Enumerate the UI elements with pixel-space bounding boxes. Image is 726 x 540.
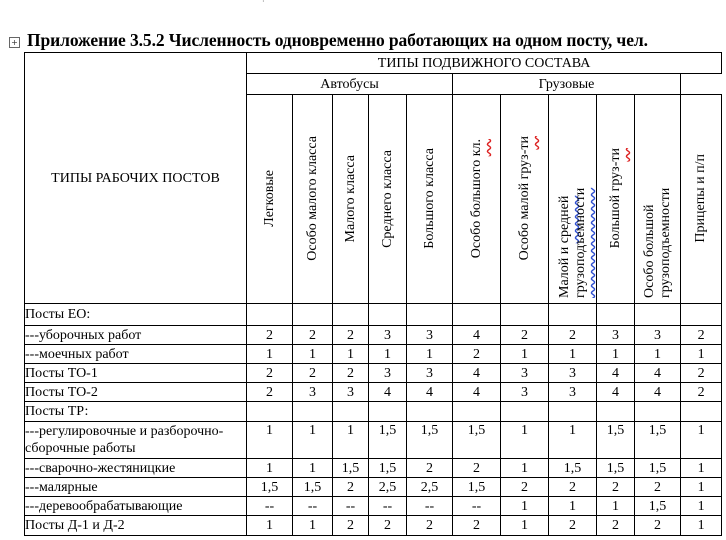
value-cell: -- [369, 497, 407, 516]
value-cell: 1 [407, 345, 453, 364]
col-header-bus-xl-a: Особо большого [468, 156, 484, 259]
value-cell: 2 [407, 516, 453, 536]
value-cell: 1,5 [247, 478, 293, 497]
value-cell: 2 [247, 326, 293, 345]
value-cell: 2 [293, 326, 333, 345]
value-cell: 1 [681, 516, 722, 536]
col-header-truck-l [597, 95, 635, 304]
value-cell: 2 [247, 364, 293, 383]
row-label: ---малярные [25, 478, 247, 497]
row-label: Посты ТО-2 [25, 383, 247, 402]
value-cell: -- [407, 497, 453, 516]
value-cell [681, 304, 722, 326]
value-cell: 2 [247, 383, 293, 402]
table-row [25, 345, 722, 364]
col-header-car-text: Легковые [261, 170, 277, 227]
value-cell: 1 [247, 345, 293, 364]
value-cell [247, 304, 293, 326]
value-cell: 4 [597, 383, 635, 402]
col-header-bus-s-text: Малого класса [342, 154, 358, 243]
value-cell: 1,5 [453, 478, 501, 497]
value-cell: 2 [407, 459, 453, 478]
value-cell: 2,5 [407, 478, 453, 497]
value-cell [407, 304, 453, 326]
table-row [25, 383, 722, 402]
row-label: ---деревообрабатывающие [25, 497, 247, 516]
value-cell: 2 [333, 364, 369, 383]
value-cell: 1,5 [549, 459, 597, 478]
value-cell: 2 [549, 326, 597, 345]
col-header-truck-xs-a: Особо малой груз- [516, 149, 532, 261]
value-cell: 2 [597, 516, 635, 536]
table-row [25, 402, 722, 422]
col-header-bus-xs [293, 95, 333, 304]
workers-table [24, 52, 722, 536]
value-cell: 2 [549, 516, 597, 536]
col-header-truck-xl [635, 95, 681, 304]
value-cell [333, 402, 369, 422]
value-cell [369, 402, 407, 422]
value-cell: 1 [333, 345, 369, 364]
value-cell: 1,5 [635, 497, 681, 516]
value-cell: 1 [333, 422, 369, 459]
header-group: ТИПЫ ПОДВИЖНОГО СОСТАВА [247, 53, 722, 74]
value-cell: 1 [369, 345, 407, 364]
value-cell: 1 [681, 497, 722, 516]
value-cell: 3 [501, 383, 549, 402]
header-buses: Автобусы [247, 74, 453, 95]
value-cell: 1,5 [333, 459, 369, 478]
value-cell [635, 304, 681, 326]
col-header-trailer [681, 95, 722, 304]
value-cell: 3 [293, 383, 333, 402]
value-cell: 2 [369, 516, 407, 536]
value-cell: 1 [293, 459, 333, 478]
col-header-truck-xl-text: Особо большой грузоподъемности [641, 187, 673, 298]
value-cell: 3 [549, 383, 597, 402]
value-cell: 2 [681, 383, 722, 402]
value-cell: 2 [681, 364, 722, 383]
value-cell: 4 [453, 364, 501, 383]
col-header-bus-xl-b: кл. [468, 138, 484, 157]
table-row [25, 326, 722, 345]
value-cell: 4 [597, 364, 635, 383]
value-cell: 1 [597, 497, 635, 516]
value-cell [407, 402, 453, 422]
col-header-truck-xs-b: ти [516, 136, 532, 150]
value-cell: 1 [501, 516, 549, 536]
row-label: Посты ЕО: [25, 304, 247, 326]
col-header-bus-l [407, 95, 453, 304]
value-cell: 3 [549, 364, 597, 383]
value-cell: 1 [597, 345, 635, 364]
value-cell: 1,5 [293, 478, 333, 497]
col-header-bus-xl [453, 95, 501, 304]
value-cell [453, 402, 501, 422]
value-cell [597, 304, 635, 326]
value-cell: 2 [549, 478, 597, 497]
value-cell: 1 [681, 459, 722, 478]
value-cell: 1 [293, 422, 333, 459]
col-header-truck-sm-b: средней грузоподъемности [556, 187, 588, 298]
table-row [25, 516, 722, 536]
row-label: Посты ТР: [25, 402, 247, 422]
value-cell: 3 [407, 364, 453, 383]
col-header-truck-xs [501, 95, 549, 304]
value-cell [333, 304, 369, 326]
value-cell [635, 402, 681, 422]
col-header-bus-xs-text: Особо малого класса [304, 136, 320, 261]
value-cell [549, 402, 597, 422]
col-header-bus-l-text: Большого класса [421, 148, 437, 249]
value-cell [247, 402, 293, 422]
value-cell: 1 [681, 478, 722, 497]
value-cell: 2 [681, 326, 722, 345]
col-header-truck-sm-a: Малой и [556, 243, 572, 298]
value-cell: 1 [549, 345, 597, 364]
value-cell [369, 304, 407, 326]
value-cell: 1 [501, 497, 549, 516]
row-label: ---сварочно-жестяницкие [25, 459, 247, 478]
col-header-truck-sm [549, 95, 597, 304]
value-cell: 4 [635, 364, 681, 383]
value-cell: 1,5 [635, 459, 681, 478]
value-cell: 1 [635, 345, 681, 364]
value-cell: 2,5 [369, 478, 407, 497]
col-header-trailer-text: Прицепы и п/п [693, 154, 709, 243]
table-row [25, 459, 722, 478]
value-cell: 1 [549, 422, 597, 459]
col-header-bus-m [369, 95, 407, 304]
value-cell: 4 [407, 383, 453, 402]
value-cell: 2 [453, 345, 501, 364]
value-cell: 2 [597, 478, 635, 497]
value-cell: 3 [501, 364, 549, 383]
value-cell: 2 [501, 326, 549, 345]
value-cell: 3 [333, 383, 369, 402]
value-cell: 2 [333, 516, 369, 536]
page-title: Приложение 3.5.2 Численность одновременно работающих на одном посту, чел. [27, 30, 648, 50]
col-header-truck-sm-text [557, 95, 589, 298]
value-cell: -- [247, 497, 293, 516]
table-anchor-icon[interactable]: + [9, 37, 20, 48]
value-cell [597, 402, 635, 422]
header-corner: ТИПЫ РАБОЧИХ ПОСТОВ [25, 53, 247, 304]
value-cell: 2 [453, 459, 501, 478]
col-header-bus-m-text: Среднего класса [379, 149, 395, 248]
value-cell: 4 [453, 326, 501, 345]
value-cell [501, 304, 549, 326]
table-row [25, 497, 722, 516]
col-header-truck-l-text [608, 144, 624, 248]
row-label: Посты ТО-1 [25, 364, 247, 383]
value-cell [501, 402, 549, 422]
value-cell: 4 [635, 383, 681, 402]
value-cell [453, 304, 501, 326]
value-cell: 1 [247, 422, 293, 459]
col-header-truck-l-b: ти [607, 148, 623, 162]
col-header-bus-xl-text [469, 135, 485, 258]
value-cell: 1,5 [369, 459, 407, 478]
table-row [25, 478, 722, 497]
value-cell [549, 304, 597, 326]
col-header-truck-l-a: Большой груз- [607, 161, 623, 249]
value-cell: 1 [549, 497, 597, 516]
table-row [25, 364, 722, 383]
row-label: ---моечных работ [25, 345, 247, 364]
value-cell [293, 304, 333, 326]
header-trucks: Грузовые [453, 74, 681, 95]
value-cell: -- [293, 497, 333, 516]
col-header-truck-xs-text [517, 132, 533, 260]
row-label: ---регулировочные и разборочно-сборочные работы [25, 422, 247, 459]
value-cell: 1 [681, 422, 722, 459]
value-cell: 3 [369, 364, 407, 383]
value-cell: 2 [453, 516, 501, 536]
value-cell: 3 [369, 326, 407, 345]
col-header-car [247, 95, 293, 304]
value-cell: 1 [681, 345, 722, 364]
value-cell: 1 [247, 516, 293, 536]
row-label: ---уборочных работ [25, 326, 247, 345]
value-cell: 1,5 [597, 422, 635, 459]
value-cell: 1 [501, 345, 549, 364]
value-cell: 3 [597, 326, 635, 345]
value-cell: 1,5 [635, 422, 681, 459]
value-cell: 2 [635, 478, 681, 497]
value-cell: 4 [453, 383, 501, 402]
value-cell: 1,5 [407, 422, 453, 459]
value-cell: 3 [407, 326, 453, 345]
value-cell: 2 [293, 364, 333, 383]
row-label: Посты Д-1 и Д-2 [25, 516, 247, 536]
value-cell: 1 [501, 459, 549, 478]
value-cell: 1 [247, 459, 293, 478]
value-cell: 2 [501, 478, 549, 497]
value-cell: 4 [369, 383, 407, 402]
value-cell: 1,5 [597, 459, 635, 478]
value-cell: 1 [501, 422, 549, 459]
value-cell: 2 [333, 478, 369, 497]
value-cell: -- [333, 497, 369, 516]
table-row [25, 422, 722, 459]
value-cell: 1,5 [369, 422, 407, 459]
value-cell: 1 [293, 345, 333, 364]
value-cell [293, 402, 333, 422]
top-mark: · [262, 0, 265, 6]
value-cell [681, 402, 722, 422]
value-cell: 2 [333, 326, 369, 345]
value-cell: -- [453, 497, 501, 516]
value-cell: 2 [635, 516, 681, 536]
value-cell: 3 [635, 326, 681, 345]
table-row [25, 304, 722, 326]
col-header-bus-s [333, 95, 369, 304]
value-cell: 1 [293, 516, 333, 536]
value-cell: 1,5 [453, 422, 501, 459]
